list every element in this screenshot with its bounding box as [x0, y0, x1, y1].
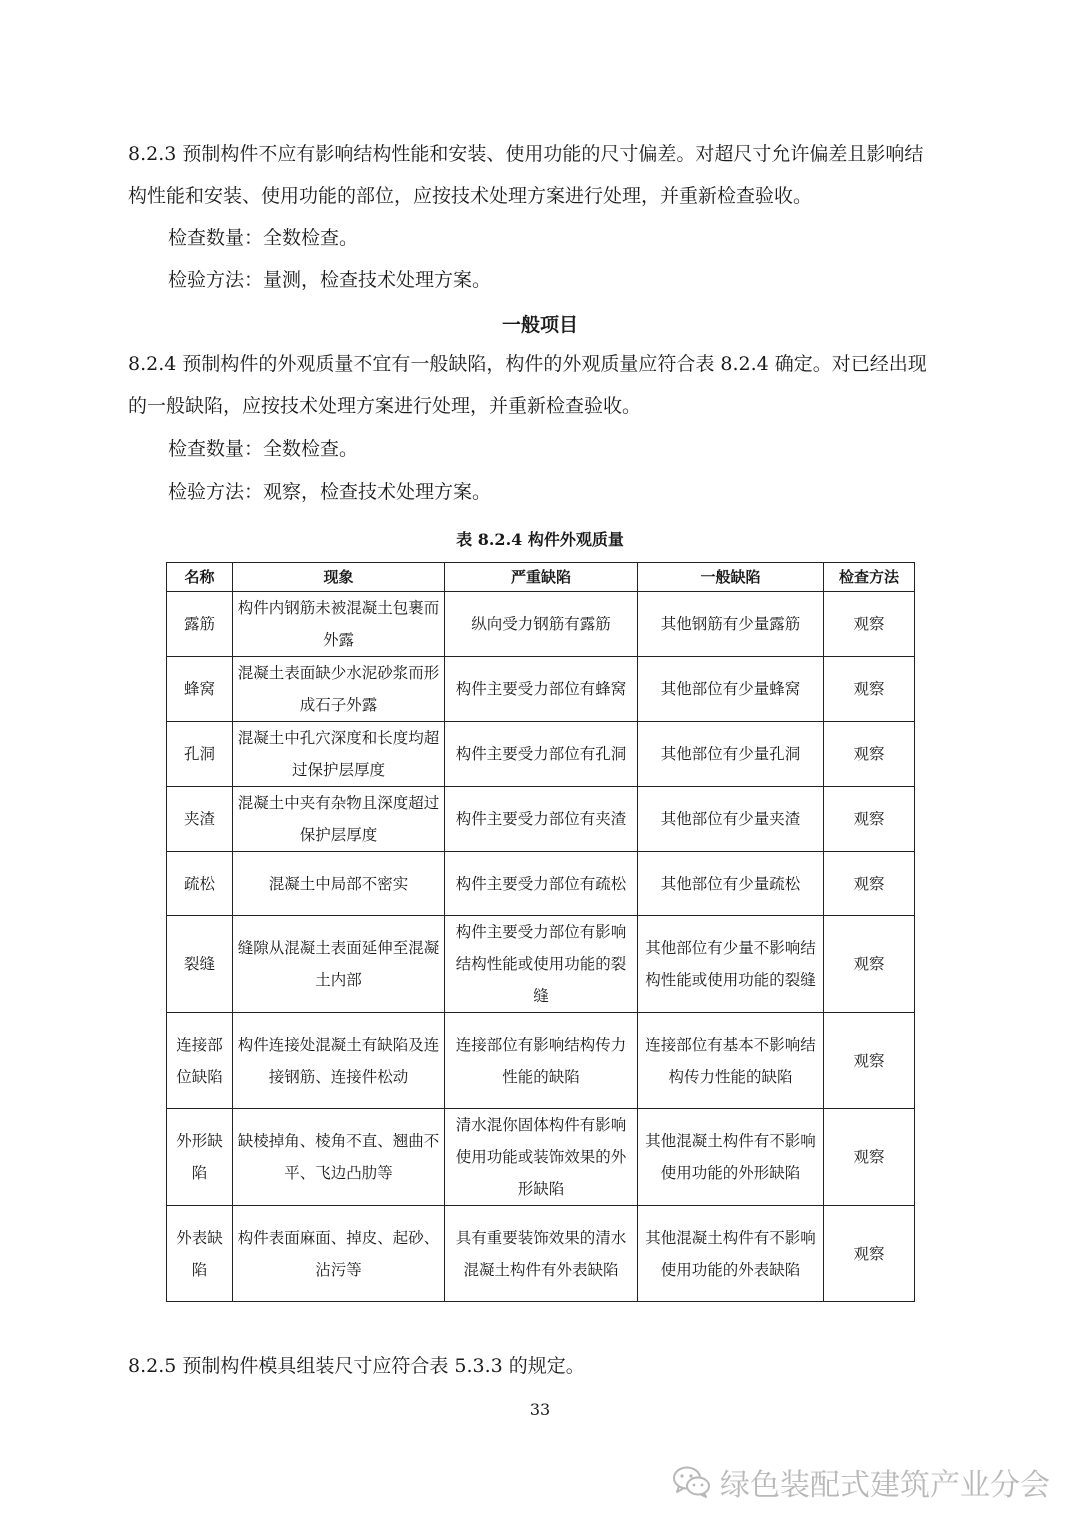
cell-inspection-method: 观察 — [824, 852, 915, 916]
section-8-2-4-check-quantity: 检查数量：全数检查。 — [168, 438, 359, 460]
cell-name: 连接部位缺陷 — [167, 1013, 233, 1109]
cell-phenomenon: 构件内钢筋未被混凝土包裹而外露 — [233, 592, 445, 657]
cell-severe-defect: 构件主要受力部位有夹渣 — [445, 787, 638, 852]
table-row — [167, 787, 915, 852]
cell-severe-defect: 构件主要受力部位有蜂窝 — [445, 657, 638, 722]
cell-inspection-method: 观察 — [824, 1206, 915, 1302]
table-row — [167, 1013, 915, 1109]
cell-general-defect: 其他部位有少量疏松 — [638, 852, 824, 916]
table-row — [167, 592, 915, 657]
cell-severe-defect: 纵向受力钢筋有露筋 — [445, 592, 638, 657]
section-8-2-4-check-method: 检验方法：观察，检查技术处理方案。 — [168, 481, 492, 503]
header-name: 名称 — [167, 563, 233, 592]
cell-inspection-method: 观察 — [824, 916, 915, 1013]
cell-severe-defect: 构件主要受力部位有孔洞 — [445, 722, 638, 787]
cell-inspection-method: 观察 — [824, 657, 915, 722]
cell-general-defect: 其他钢筋有少量露筋 — [638, 592, 824, 657]
cell-severe-defect: 构件主要受力部位有疏松 — [445, 852, 638, 916]
table-row — [167, 1109, 915, 1206]
table-row — [167, 852, 915, 916]
cell-phenomenon: 构件表面麻面、掉皮、起砂、沾污等 — [233, 1206, 445, 1302]
cell-general-defect: 其他混凝土构件有不影响使用功能的外表缺陷 — [638, 1206, 824, 1302]
cell-name: 外形缺陷 — [167, 1109, 233, 1206]
cell-name: 孔洞 — [167, 722, 233, 787]
cell-general-defect: 连接部位有基本不影响结构传力性能的缺陷 — [638, 1013, 824, 1109]
header-inspection-method: 检查方法 — [824, 563, 915, 592]
cell-inspection-method: 观察 — [824, 592, 915, 657]
cell-severe-defect: 构件主要受力部位有影响结构性能或使用功能的裂缝 — [445, 916, 638, 1013]
cell-general-defect: 其他部位有少量蜂窝 — [638, 657, 824, 722]
table-row — [167, 657, 915, 722]
wechat-icon — [672, 1465, 712, 1499]
cell-phenomenon: 混凝土表面缺少水泥砂浆而形成石子外露 — [233, 657, 445, 722]
cell-phenomenon: 构件连接处混凝土有缺陷及连接钢筋、连接件松动 — [233, 1013, 445, 1109]
watermark — [672, 1460, 1050, 1504]
table-row — [167, 1206, 915, 1302]
appearance-quality-table — [166, 562, 915, 1302]
cell-name: 外表缺陷 — [167, 1206, 233, 1302]
header-general-defect: 一般缺陷 — [638, 563, 824, 592]
header-phenomenon: 现象 — [233, 563, 445, 592]
cell-general-defect: 其他部位有少量不影响结构性能或使用功能的裂缝 — [638, 916, 824, 1013]
cell-name: 裂缝 — [167, 916, 233, 1013]
cell-inspection-method: 观察 — [824, 787, 915, 852]
cell-inspection-method: 观察 — [824, 1013, 915, 1109]
section-8-2-3-check-quantity: 检查数量：全数检查。 — [168, 227, 359, 249]
section-8-2-3-line1: 8.2.3 预制构件不应有影响结构性能和安装、使用功能的尺寸偏差。对超尺寸允许偏差且影响结 — [128, 143, 924, 165]
section-8-2-4-line1: 8.2.4 预制构件的外观质量不宜有一般缺陷，构件的外观质量应符合表 8.2.4 确定。对已经出现 — [128, 353, 927, 375]
cell-inspection-method: 观察 — [824, 722, 915, 787]
cell-phenomenon: 混凝土中孔穴深度和长度均超过保护层厚度 — [233, 722, 445, 787]
cell-severe-defect: 清水混你固体构件有影响使用功能或装饰效果的外形缺陷 — [445, 1109, 638, 1206]
cell-name: 露筋 — [167, 592, 233, 657]
section-8-2-3-line2: 构性能和安装、使用功能的部位，应按技术处理方案进行处理，并重新检查验收。 — [128, 185, 813, 207]
cell-phenomenon: 缺棱掉角、棱角不直、翘曲不平、飞边凸肋等 — [233, 1109, 445, 1206]
cell-general-defect: 其他部位有少量夹渣 — [638, 787, 824, 852]
cell-name: 蜂窝 — [167, 657, 233, 722]
section-8-2-3-check-method: 检验方法：量测，检查技术处理方案。 — [168, 269, 492, 291]
page-number: 33 — [529, 1400, 551, 1419]
cell-severe-defect: 连接部位有影响结构传力性能的缺陷 — [445, 1013, 638, 1109]
cell-phenomenon: 混凝土中夹有杂物且深度超过保护层厚度 — [233, 787, 445, 852]
table-header-row — [167, 563, 915, 592]
cell-name: 夹渣 — [167, 787, 233, 852]
header-severe-defect: 严重缺陷 — [445, 563, 638, 592]
table-row — [167, 722, 915, 787]
cell-general-defect: 其他部位有少量孔洞 — [638, 722, 824, 787]
cell-phenomenon: 混凝土中局部不密实 — [233, 852, 445, 916]
table-title: 表 8.2.4 构件外观质量 — [456, 530, 624, 549]
section-8-2-5: 8.2.5 预制构件模具组装尺寸应符合表 5.3.3 的规定。 — [128, 1355, 585, 1377]
cell-phenomenon: 缝隙从混凝土表面延伸至混凝土内部 — [233, 916, 445, 1013]
general-items-heading: 一般项目 — [501, 314, 578, 336]
cell-name: 疏松 — [167, 852, 233, 916]
table-row — [167, 916, 915, 1013]
cell-general-defect: 其他混凝土构件有不影响使用功能的外形缺陷 — [638, 1109, 824, 1206]
watermark-text: 绿色装配式建筑产业分会 — [720, 1468, 1050, 1503]
cell-severe-defect: 具有重要装饰效果的清水混凝土构件有外表缺陷 — [445, 1206, 638, 1302]
section-8-2-4-line2: 的一般缺陷，应按技术处理方案进行处理，并重新检查验收。 — [128, 395, 642, 417]
cell-inspection-method: 观察 — [824, 1109, 915, 1206]
